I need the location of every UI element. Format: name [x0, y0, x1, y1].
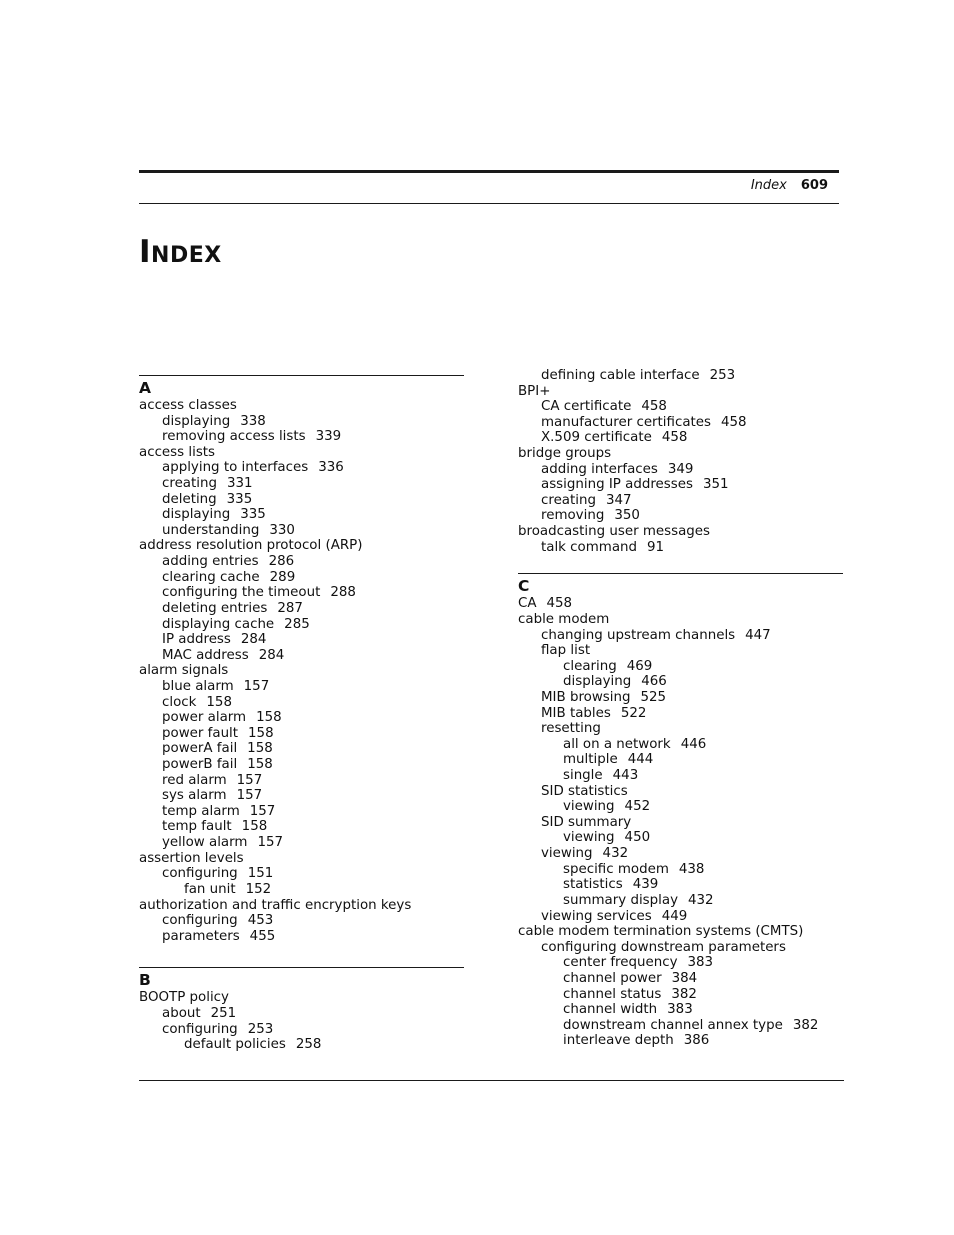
index-term: clearing cache — [162, 569, 260, 585]
section-letter: C — [518, 577, 530, 596]
page-reference: 525 — [640, 689, 667, 705]
index-term: flap list — [541, 643, 591, 659]
index-entry — [518, 893, 843, 909]
index-entry — [518, 628, 843, 644]
index-entry — [139, 695, 464, 711]
index-term: displaying cache — [162, 616, 275, 632]
page-reference: 288 — [330, 585, 356, 601]
index-entry — [139, 1022, 464, 1038]
index-entry — [518, 955, 843, 971]
index-entry — [518, 690, 843, 706]
page-reference: 432 — [602, 846, 629, 862]
page-reference: 251 — [210, 1005, 237, 1021]
page-reference: 286 — [268, 554, 295, 570]
index-entry — [139, 898, 464, 914]
page-reference: 347 — [605, 492, 632, 508]
index-term: channel status — [563, 986, 662, 1002]
index-term: address resolution protocol (ARP) — [139, 538, 363, 554]
page-reference: 444 — [627, 752, 654, 768]
index-entry — [139, 757, 464, 773]
index-entry — [139, 741, 464, 757]
index-term: CA — [518, 596, 537, 612]
page-reference: 336 — [318, 460, 344, 476]
index-term: configuring the timeout — [162, 585, 321, 601]
index-entry — [518, 784, 843, 800]
page-reference: 289 — [269, 569, 296, 585]
index-entry-list — [139, 398, 464, 944]
index-term: alarm signals — [139, 663, 229, 679]
index-entry — [139, 913, 464, 929]
index-term: BPI+ — [518, 383, 551, 399]
page-reference: 330 — [269, 522, 295, 538]
page-reference: 253 — [709, 368, 736, 383]
index-entry — [518, 721, 843, 737]
index-term: adding entries — [162, 554, 259, 570]
index-entry — [139, 523, 464, 539]
index-entry — [139, 882, 464, 898]
index-entry — [139, 648, 464, 664]
index-term: adding interfaces — [541, 461, 658, 477]
index-column-right — [518, 368, 843, 1049]
index-entry — [518, 399, 843, 415]
index-term: channel width — [563, 1002, 658, 1018]
index-entry-list — [518, 596, 843, 1049]
index-entry — [139, 663, 464, 679]
index-term: changing upstream channels — [541, 627, 736, 643]
index-entry — [139, 726, 464, 742]
page-reference: 439 — [632, 877, 659, 893]
index-entry — [139, 617, 464, 633]
index-term: talk command — [541, 539, 638, 555]
index-term: X.509 certificate — [541, 430, 652, 446]
index-term: displaying — [563, 674, 632, 690]
footer-rule — [139, 1080, 844, 1081]
index-entry — [518, 477, 843, 493]
index-entry — [139, 679, 464, 695]
index-entry — [139, 445, 464, 461]
index-term: manufacturer certificates — [541, 414, 711, 430]
page-reference: 151 — [247, 866, 274, 882]
index-term: IP address — [162, 632, 231, 648]
index-entry — [139, 835, 464, 851]
index-entry — [139, 819, 464, 835]
page-reference: 383 — [667, 1002, 693, 1018]
index-term: configuring — [162, 1021, 238, 1037]
index-term: removing access lists — [162, 429, 306, 445]
page-reference: 157 — [236, 788, 263, 804]
index-term: assigning IP addresses — [541, 477, 693, 493]
index-entry — [139, 460, 464, 476]
page-reference: 386 — [683, 1033, 710, 1049]
index-section — [518, 573, 843, 1049]
page-reference: 158 — [247, 741, 273, 757]
index-entry — [518, 877, 843, 893]
index-term: configuring — [162, 913, 238, 929]
index-entry — [139, 866, 464, 882]
index-term: blue alarm — [162, 678, 234, 694]
index-term: yellow alarm — [162, 835, 248, 851]
index-term: BOOTP policy — [139, 990, 229, 1006]
index-entry — [139, 788, 464, 804]
index-entry — [518, 1002, 843, 1018]
index-entry — [139, 710, 464, 726]
page-reference: 335 — [240, 507, 266, 523]
page-reference: 450 — [624, 830, 651, 846]
section-letter: B — [139, 971, 151, 990]
index-section — [139, 967, 464, 1052]
index-term: MAC address — [162, 647, 249, 663]
index-section — [139, 375, 464, 960]
index-column-left — [139, 368, 464, 1053]
page-reference: 458 — [546, 596, 573, 612]
index-term: specific modem — [563, 861, 669, 877]
page-reference: 335 — [226, 491, 253, 507]
index-entry — [139, 570, 464, 586]
page-reference: 339 — [315, 429, 342, 445]
index-entry — [518, 368, 843, 384]
index-term: understanding — [162, 522, 260, 538]
page-reference: 158 — [247, 757, 273, 773]
index-entry — [139, 476, 464, 492]
index-entry — [139, 773, 464, 789]
page-reference: 158 — [241, 819, 268, 835]
index-entry — [518, 612, 843, 628]
page-reference: 438 — [678, 861, 705, 877]
index-entry — [139, 585, 464, 601]
index-entry — [139, 414, 464, 430]
page-reference: 158 — [248, 725, 274, 741]
index-entry — [518, 706, 843, 722]
index-term: SID summary — [541, 814, 632, 830]
index-term: displaying — [162, 507, 231, 523]
page-reference: 453 — [247, 913, 274, 929]
index-term: all on a network — [563, 736, 671, 752]
page-reference: 466 — [641, 674, 667, 690]
index-term: clock — [162, 694, 197, 710]
index-entry — [518, 768, 843, 784]
index-entry — [139, 429, 464, 445]
index-term: removing — [541, 508, 605, 524]
page-reference: 443 — [612, 768, 639, 784]
index-term: single — [563, 768, 603, 784]
index-term: access classes — [139, 398, 237, 413]
page-reference: 455 — [249, 928, 276, 944]
index-term: viewing — [541, 846, 593, 862]
page-reference: 469 — [626, 658, 653, 674]
index-entry — [518, 524, 843, 540]
header-rule-thin — [139, 203, 839, 204]
index-term: broadcasting user messages — [518, 524, 710, 540]
page-reference: 91 — [647, 539, 665, 555]
continued-entry-list — [518, 368, 843, 555]
page-reference: 331 — [226, 476, 253, 492]
index-term: powerB fail — [162, 757, 238, 773]
index-entry — [139, 1037, 464, 1053]
index-entry — [139, 554, 464, 570]
index-term: deleting — [162, 491, 217, 507]
page-reference: 383 — [687, 955, 714, 971]
index-term: temp fault — [162, 819, 232, 835]
page-reference: 382 — [671, 986, 697, 1002]
index-term: fan unit — [184, 881, 236, 897]
index-entry — [518, 737, 843, 753]
index-term: powerA fail — [162, 741, 238, 757]
index-term: creating — [541, 492, 596, 508]
index-entry — [139, 804, 464, 820]
index-term: creating — [162, 476, 217, 492]
page-reference: 384 — [671, 970, 698, 986]
index-term: default policies — [184, 1037, 286, 1053]
index-term: cable modem — [518, 611, 610, 627]
index-term: center frequency — [563, 955, 678, 971]
page-reference: 338 — [240, 413, 266, 429]
index-entry — [518, 659, 843, 675]
page-reference: 350 — [614, 508, 640, 524]
page-reference: 349 — [667, 461, 694, 477]
running-head — [751, 178, 828, 194]
header-rule-thick — [139, 170, 839, 173]
index-term: viewing — [563, 799, 615, 815]
index-term: summary display — [563, 892, 678, 908]
running-head-section: Index — [750, 178, 787, 193]
page-reference: 285 — [284, 616, 310, 632]
index-entry — [139, 507, 464, 523]
section-letter: A — [139, 379, 151, 397]
index-term: deleting entries — [162, 600, 268, 616]
index-entry — [518, 971, 843, 987]
index-entry — [518, 752, 843, 768]
index-term: CA certificate — [541, 399, 632, 415]
index-entry — [518, 596, 843, 612]
index-entry — [139, 398, 464, 414]
page-reference: 258 — [295, 1037, 322, 1053]
index-term: assertion levels — [139, 850, 244, 866]
index-entry — [518, 1033, 843, 1049]
index-entry — [518, 987, 843, 1003]
index-term: configuring downstream parameters — [541, 939, 786, 955]
index-term: multiple — [563, 752, 618, 768]
index-term: interleave depth — [563, 1033, 674, 1049]
index-entry — [518, 846, 843, 862]
index-entry — [518, 643, 843, 659]
page-reference: 522 — [620, 705, 647, 721]
index-entry — [518, 924, 843, 940]
index-term: SID statistics — [541, 783, 628, 799]
index-entry — [518, 862, 843, 878]
index-term: displaying — [162, 413, 231, 429]
page-reference: 382 — [792, 1017, 819, 1033]
index-term: access lists — [139, 444, 216, 460]
page-reference: 158 — [256, 710, 282, 726]
page-reference: 157 — [257, 835, 284, 851]
index-term: defining cable interface — [541, 368, 700, 383]
page-reference: 287 — [277, 600, 303, 616]
index-term: bridge groups — [518, 446, 612, 462]
page-reference: 449 — [661, 908, 688, 924]
index-entry — [139, 851, 464, 867]
page-reference: 157 — [243, 678, 270, 694]
index-entry — [139, 492, 464, 508]
index-entry — [518, 384, 843, 400]
page-reference: 458 — [721, 414, 747, 430]
index-term: channel power — [563, 970, 662, 986]
page-reference: 447 — [745, 627, 771, 643]
page-reference: 284 — [240, 632, 267, 648]
index-term: temp alarm — [162, 803, 240, 819]
index-entry — [518, 446, 843, 462]
page-reference: 452 — [624, 799, 651, 815]
index-entry — [518, 674, 843, 690]
index-term: applying to interfaces — [162, 460, 309, 476]
index-entry — [139, 990, 464, 1006]
index-entry-list — [139, 990, 464, 1052]
index-entry — [518, 430, 843, 446]
index-entry — [518, 493, 843, 509]
index-term: red alarm — [162, 772, 227, 788]
index-term: clearing — [563, 658, 617, 674]
index-term: viewing services — [541, 908, 652, 924]
index-entry — [139, 601, 464, 617]
index-term: power alarm — [162, 710, 247, 726]
index-term: viewing — [563, 830, 615, 846]
page-number: 609 — [800, 178, 828, 193]
index-term: statistics — [563, 877, 623, 893]
page-reference: 458 — [661, 430, 688, 446]
index-term: parameters — [162, 928, 240, 944]
index-term: MIB browsing — [541, 689, 631, 705]
index-entry — [139, 929, 464, 945]
index-entry — [139, 1006, 464, 1022]
index-term: cable modem termination systems (CMTS) — [518, 924, 804, 940]
index-term: authorization and traffic encryption keys — [139, 897, 412, 913]
page-title: Index — [139, 234, 222, 270]
page-reference: 351 — [702, 477, 729, 493]
page-reference: 284 — [258, 647, 285, 663]
index-term: downstream channel annex type — [563, 1017, 783, 1033]
page-reference: 458 — [641, 399, 667, 415]
index-entry — [518, 815, 843, 831]
index-entry — [139, 632, 464, 648]
index-term: configuring — [162, 866, 238, 882]
index-term: resetting — [541, 721, 601, 737]
page-reference: 152 — [245, 881, 272, 897]
index-entry — [518, 415, 843, 431]
page-reference: 157 — [249, 803, 276, 819]
index-term: about — [162, 1005, 201, 1021]
page-reference: 432 — [688, 892, 714, 908]
index-term: MIB tables — [541, 705, 611, 721]
index-term: power fault — [162, 725, 239, 741]
index-entry — [518, 909, 843, 925]
index-entry — [518, 1018, 843, 1034]
index-entry — [518, 940, 843, 956]
index-entry — [518, 508, 843, 524]
page-reference: 446 — [680, 736, 707, 752]
index-term: sys alarm — [162, 788, 227, 804]
index-entry — [139, 538, 464, 554]
index-entry — [518, 799, 843, 815]
index-entry — [518, 540, 843, 556]
page-reference: 158 — [206, 694, 232, 710]
index-entry — [518, 462, 843, 478]
page-reference: 253 — [247, 1021, 274, 1037]
page-reference: 157 — [236, 772, 263, 788]
index-entry — [518, 830, 843, 846]
